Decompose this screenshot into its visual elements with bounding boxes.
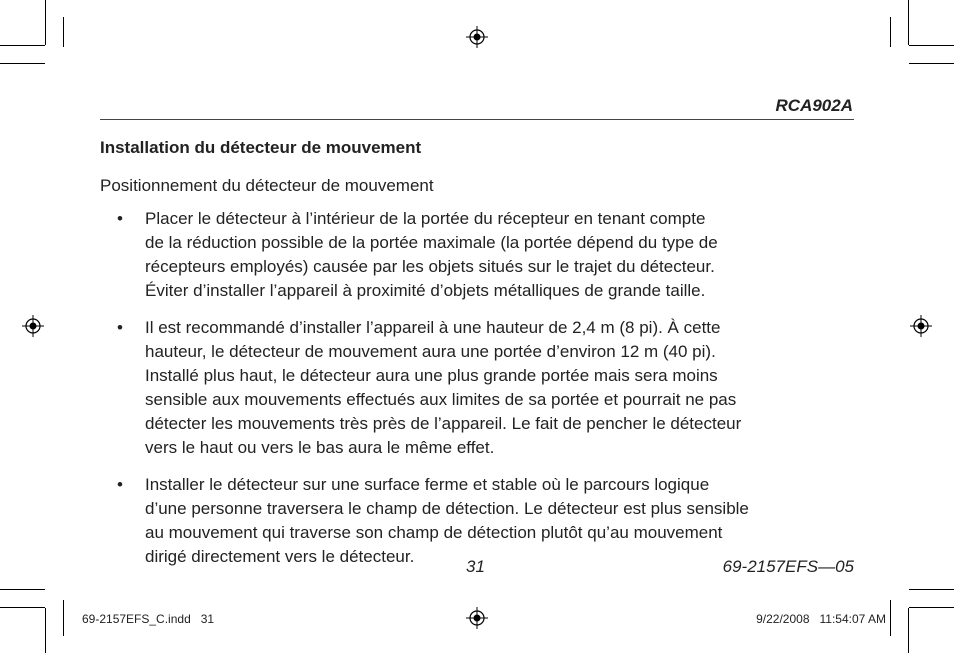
print-slug-datetime: 9/22/2008 11:54:07 AM <box>756 612 886 626</box>
print-slug-file: 69-2157EFS_C.indd 31 <box>82 612 215 626</box>
section-subtitle: Positionnement du détecteur de mouvement <box>100 176 434 195</box>
registration-crosshair-icon <box>466 607 488 629</box>
bullet-marker: • <box>117 475 123 494</box>
bullet-line: dirigé directement vers le détecteur. <box>145 547 415 566</box>
bullet-line: Il est recommandé d’installer l’appareil à une hauteur de 2,4 m (8 pi). À cette <box>145 318 721 337</box>
crop-mark-top-left-h2 <box>0 63 45 64</box>
bullet-marker: • <box>117 209 123 228</box>
crop-mark-top-left-v2 <box>63 17 64 47</box>
header-divider <box>100 119 854 120</box>
bullet-list <box>100 207 860 582</box>
crop-mark-top-right-h2 <box>909 63 954 64</box>
crop-mark-bottom-right-h2 <box>909 607 954 608</box>
crop-mark-bottom-left-h <box>0 589 45 590</box>
crop-mark-bottom-left-v2 <box>63 600 64 636</box>
registration-crosshair-icon <box>910 315 932 337</box>
bullet-line: détecter les mouvements très près de l’appareil. Le fait de pencher le détecteur <box>145 414 742 433</box>
registration-crosshair-icon <box>466 26 488 48</box>
crop-mark-top-left-v <box>45 0 46 45</box>
registration-crosshair-icon <box>22 315 44 337</box>
bullet-line: de la réduction possible de la portée maximale (la portée dépend du type de <box>145 233 718 252</box>
bullet-item <box>100 316 860 460</box>
crop-mark-bottom-right-v2 <box>890 600 891 636</box>
bullet-line: Placer le détecteur à l’intérieur de la portée du récepteur en tenant compte <box>145 209 706 228</box>
bullet-line: vers le haut ou vers le bas aura le même effet. <box>145 438 495 457</box>
crop-mark-bottom-left-h2 <box>0 607 45 608</box>
bullet-item <box>100 207 860 303</box>
bullet-item <box>100 473 860 569</box>
crop-mark-top-right-v <box>908 0 909 45</box>
crop-mark-bottom-right-v <box>908 608 909 653</box>
crop-mark-top-left-h <box>0 45 45 46</box>
bullet-line: Installé plus haut, le détecteur aura une plus grande portée mais sera moins <box>145 366 718 385</box>
document-number: 69-2157EFS—05 <box>722 557 854 576</box>
bullet-line: au mouvement qui traverse son champ de détection plutôt qu’au mouvement <box>145 523 723 542</box>
crop-mark-top-right-v2 <box>890 17 891 47</box>
bullet-line: d’une personne traversera le champ de détection. Le détecteur est plus sensible <box>145 499 749 518</box>
crop-mark-top-right-h <box>909 45 954 46</box>
bullet-line: récepteurs employés) causée par les objets situés sur le trajet du détecteur. <box>145 257 715 276</box>
crop-mark-bottom-right-h <box>909 589 954 590</box>
bullet-line: sensible aux mouvements effectués aux limites de sa portée et pourrait ne pas <box>145 390 737 409</box>
bullet-line: Installer le détecteur sur une surface ferme et stable où le parcours logique <box>145 475 710 494</box>
page-number: 31 <box>466 557 485 576</box>
bullet-line: Éviter d’installer l’appareil à proximité d’objets métalliques de grande taille. <box>145 281 706 300</box>
crop-mark-bottom-left-v <box>45 608 46 653</box>
document-model-code: RCA902A <box>775 96 853 115</box>
bullet-marker: • <box>117 318 123 337</box>
bullet-line: hauteur, le détecteur de mouvement aura une portée d’environ 12 m (40 pi). <box>145 342 716 361</box>
section-title: Installation du détecteur de mouvement <box>100 138 422 157</box>
